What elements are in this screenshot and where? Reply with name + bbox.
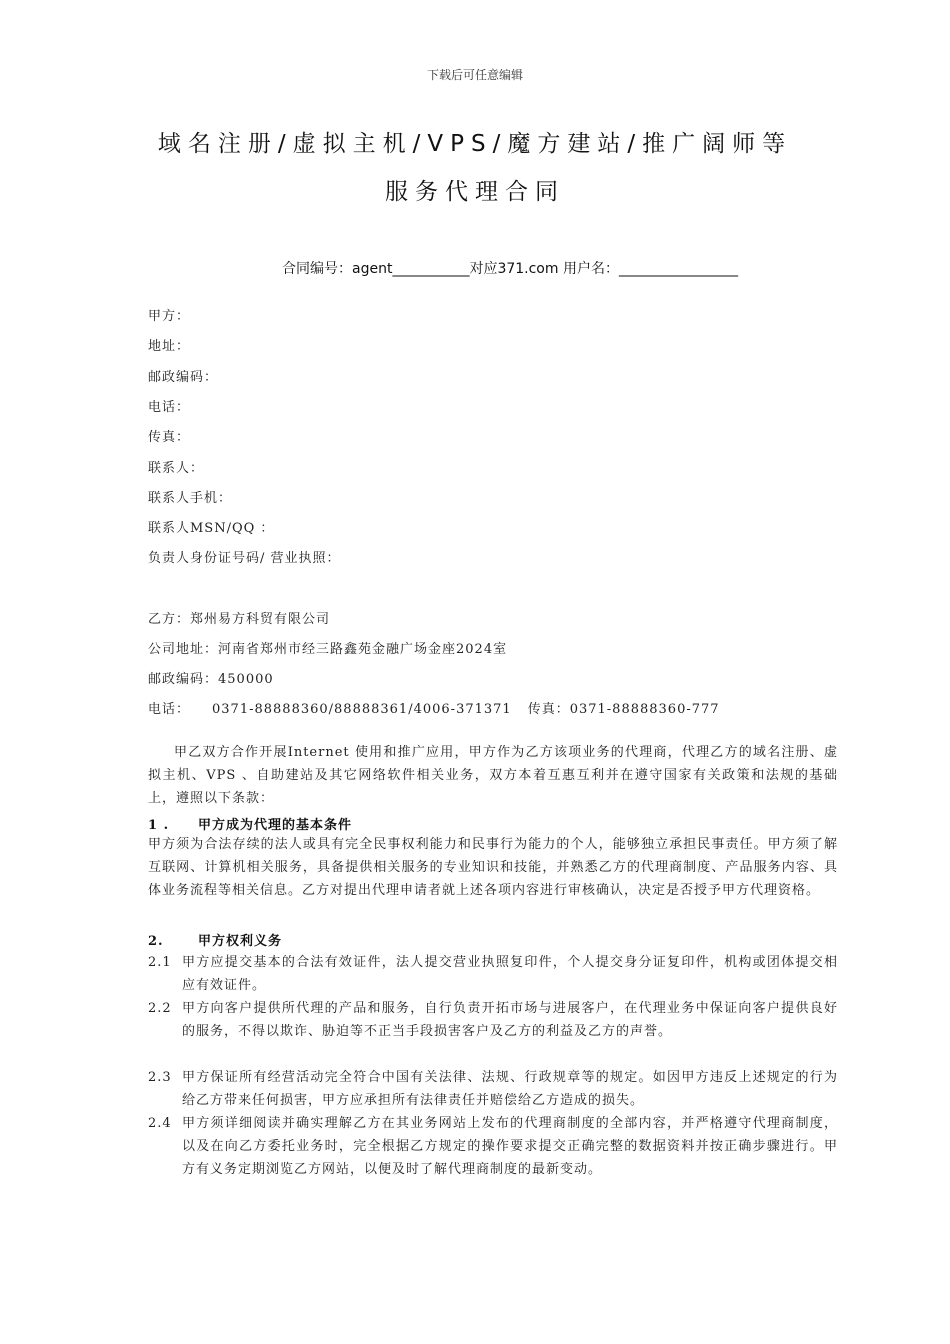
section-2-number: 2. bbox=[148, 934, 164, 949]
clause-text: 甲方向客户提供所代理的产品和服务，自行负责开拓市场与进展客户，在代理业务中保证向客户提供良好的服务，不得以欺诈、胁迫等不正当手段损害客户及乙方的利益及乙方的声誉。 bbox=[182, 1001, 838, 1039]
section-2-heading bbox=[148, 930, 282, 949]
party-b-phone-value: 0371-88888360/88888361/4006-371371 bbox=[212, 702, 512, 717]
party-a-postcode-field: 邮政编码： bbox=[148, 370, 219, 385]
download-note: 下载后可任意编辑 bbox=[426, 68, 523, 82]
party-a-id-license-field: 负责人身份证号码/ 营业执照： bbox=[148, 551, 341, 566]
party-b-address: 公司地址：河南省郑州市经三路鑫苑金融广场金座2024室 bbox=[148, 642, 508, 657]
clause-text: 甲方须详细阅读并确实理解乙方在其业务网站上发布的代理商制度的全部内容，并严格遵守代理商制度，以及在向乙方委托业务时，完全根据乙方规定的操作要求提交正确完整的数据资料并按正确步骤进行。甲方有义务定期浏览乙方网站，以便及时了解代理商制度的最新变动。 bbox=[182, 1116, 838, 1177]
clause-2-4 bbox=[148, 1112, 838, 1181]
section-1-title: 甲方成为代理的基本条件 bbox=[198, 818, 353, 833]
party-a-mobile-field: 联系人手机： bbox=[148, 491, 233, 506]
clause-number: 2.4 bbox=[148, 1116, 172, 1131]
clause-number: 2.3 bbox=[148, 1070, 172, 1085]
section-1-paragraph: 甲方须为合法存续的法人或具有完全民事权利能力和民事行为能力的个人，能够独立承担民事责任。甲方须了解互联网、计算机相关服务，具备提供相关服务的专业知识和技能，并熟悉乙方的代理商制度、产品服务内容、具体业务流程等相关信息。乙方对提出代理申请者就上述各项内容进行审核确认，决定是否授予甲方代理资格。 bbox=[148, 837, 838, 898]
party-b-contact-line bbox=[148, 698, 720, 717]
party-a-name-field: 甲方： bbox=[148, 309, 191, 324]
section-1-heading bbox=[148, 814, 352, 833]
party-a-msn-qq-field: 联系人MSN/QQ ： bbox=[148, 521, 275, 536]
intro-paragraph: 甲乙双方合作开展Internet 使用和推广应用，甲方作为乙方该项业务的代理商，代理乙方的域名注册、虚拟主机、VPS 、自助建站及其它网络软件相关业务，双方本着互惠互利并在遵守国家有关政策和法规的基础上，遵照以下条款： bbox=[148, 745, 838, 806]
clause-number: 2.1 bbox=[148, 955, 172, 970]
party-a-fax-field: 传真： bbox=[148, 430, 191, 445]
contract-number-line: 合同编号：agent___________对应371.com 用户名：_________________ bbox=[282, 261, 738, 277]
section-2-title: 甲方权利义务 bbox=[198, 934, 283, 949]
party-b-fax: 传真：0371-88888360-777 bbox=[527, 702, 720, 717]
clause-text: 甲方保证所有经营活动完全符合中国有关法律、法规、行政规章等的规定。如因甲方违反上述规定的行为给乙方带来任何损害，甲方应承担所有法律责任并赔偿给乙方造成的损失。 bbox=[182, 1070, 838, 1108]
title-line-1: 域名注册/虚拟主机/VPS/魔方建站/推广阔师等 bbox=[157, 131, 793, 157]
party-b-postcode: 邮政编码：450000 bbox=[148, 672, 274, 687]
clause-2-2 bbox=[148, 997, 838, 1043]
party-a-phone-field: 电话： bbox=[148, 400, 191, 415]
party-b-name: 乙方：郑州易方科贸有限公司 bbox=[148, 612, 331, 627]
clause-2-1 bbox=[148, 951, 838, 997]
clause-text: 甲方应提交基本的合法有效证件，法人提交营业执照复印件，个人提交身分证复印件，机构或团体提交相应有效证件。 bbox=[182, 955, 838, 993]
section-1-number: 1 . bbox=[148, 818, 170, 833]
party-b-phone-label: 电话： bbox=[148, 702, 191, 717]
party-a-contact-field: 联系人： bbox=[148, 461, 205, 476]
clause-2-3 bbox=[148, 1066, 838, 1112]
clause-number: 2.2 bbox=[148, 1001, 172, 1016]
party-a-address-field: 地址： bbox=[148, 339, 191, 354]
title-line-2: 服务代理合同 bbox=[385, 179, 565, 205]
